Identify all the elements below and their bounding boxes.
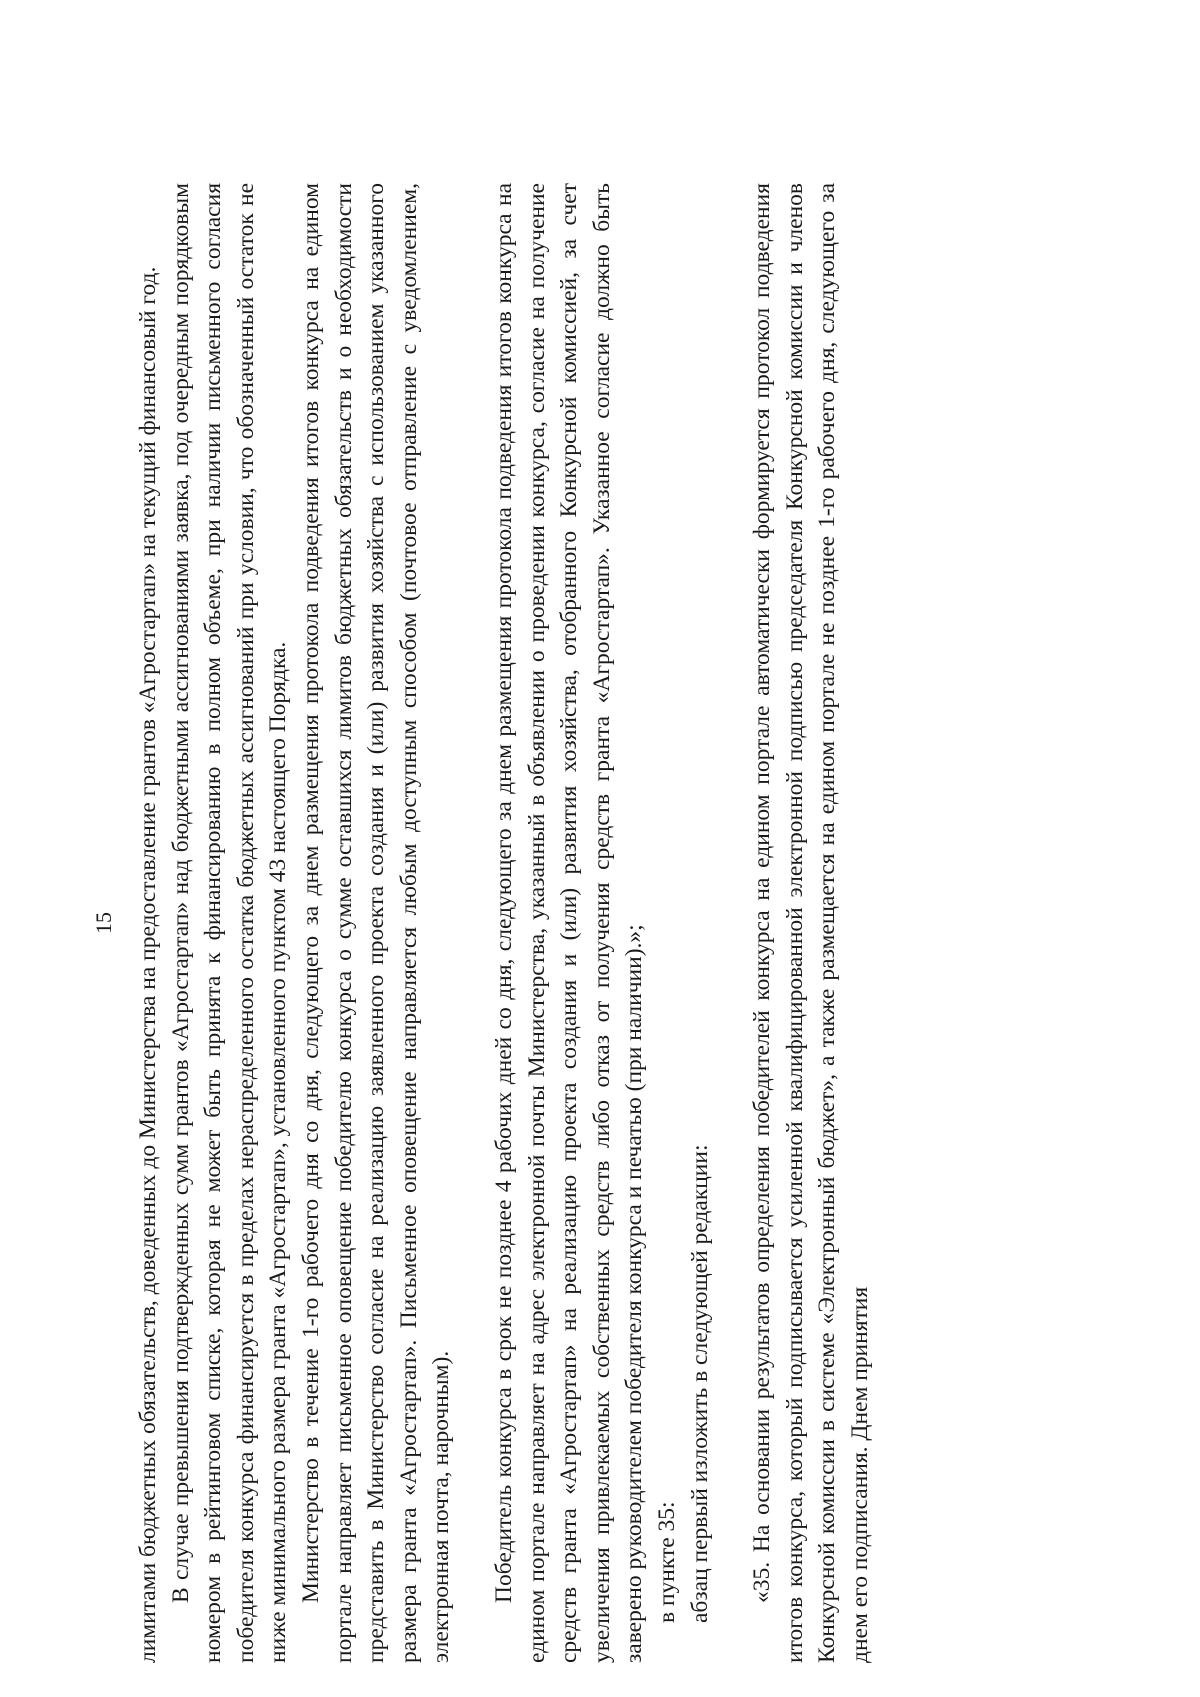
- paragraph-first-subparagraph: абзац первый изложить в следующей редакции:: [686, 1144, 713, 1623]
- paragraph-limits: лимитами бюджетных обязательств, доведенных до Министерства на предоставление грантов «Агростартап» на текущий финансовый год.: [135, 266, 161, 1663]
- paragraph-protocol: «35. На основании результатов определения победителей конкурса на едином портале автоматически формируется протокол подведения итогов конкурса, который подписывается усиленной квалифицированной электронной подписью председателя Конкурсной комиссии и членов Конкурсной комиссии в системе «Электронный бюджет», а также размещается на едином портале не позднее 1-го рабочего дня, следующего за днем его подписания. Днем принятия: [749, 183, 873, 1663]
- paragraph-excess-grants: В случае превышения подтвержденных сумм грантов «Агростартап» над бюджетными ассигнованиями заявка, под очередным порядковым номером в рейтинговом списке, которая не может быть принята к финансированию в полном объеме, при наличии письменного согласия победителя конкурса финансируется в пределах нераспределенного остатка бюджетных ассигнований при условии, что обозначенный остаток не ниже минимального размера гранта «Агростартап», установленного пунктом 43 настоящего Порядка.: [167, 183, 292, 1663]
- paragraph-winner-consent: Победитель конкурса в срок не позднее 4 рабочих дней со дня, следующего за днем размещения протокола подведения итогов конкурса на едином портале направляет на адрес электронной почты Министерства, указанный в объявлении о проведении конкурса, согласие на получение средств гранта «Агростартап» на реализацию проекта создания и (или) развития хозяйства, отобранного Конкурсной комиссией, за счет увеличения привлекаемых собственных средств либо отказ от получения средств гранта «Агростартап». Указанное согласие должно быть заверено руководителем победителя конкурса и печатью (при наличии).»;: [490, 183, 648, 1663]
- page-content: [91, 183, 1022, 1663]
- paragraph-point-35: в пункте 35:: [653, 1501, 680, 1623]
- page-number: 15: [91, 912, 116, 934]
- paragraph-ministry-notice: Министерство в течение 1-го рабочего дня со дня, следующего за днем размещения протокола подведения итогов конкурса на едином портале направляет письменное оповещение победителю конкурса о сумме оставшихся лимитов бюджетных обязательств и о необходимости представить в Министерство согласие на реализацию заявленного проекта создания и (или) развития хозяйства с использованием указанного размера гранта «Агростартап». Письменное оповещение направляется любым доступным способом (почтовое отправление с уведомлением, электронная почта, нарочным).: [297, 183, 455, 1663]
